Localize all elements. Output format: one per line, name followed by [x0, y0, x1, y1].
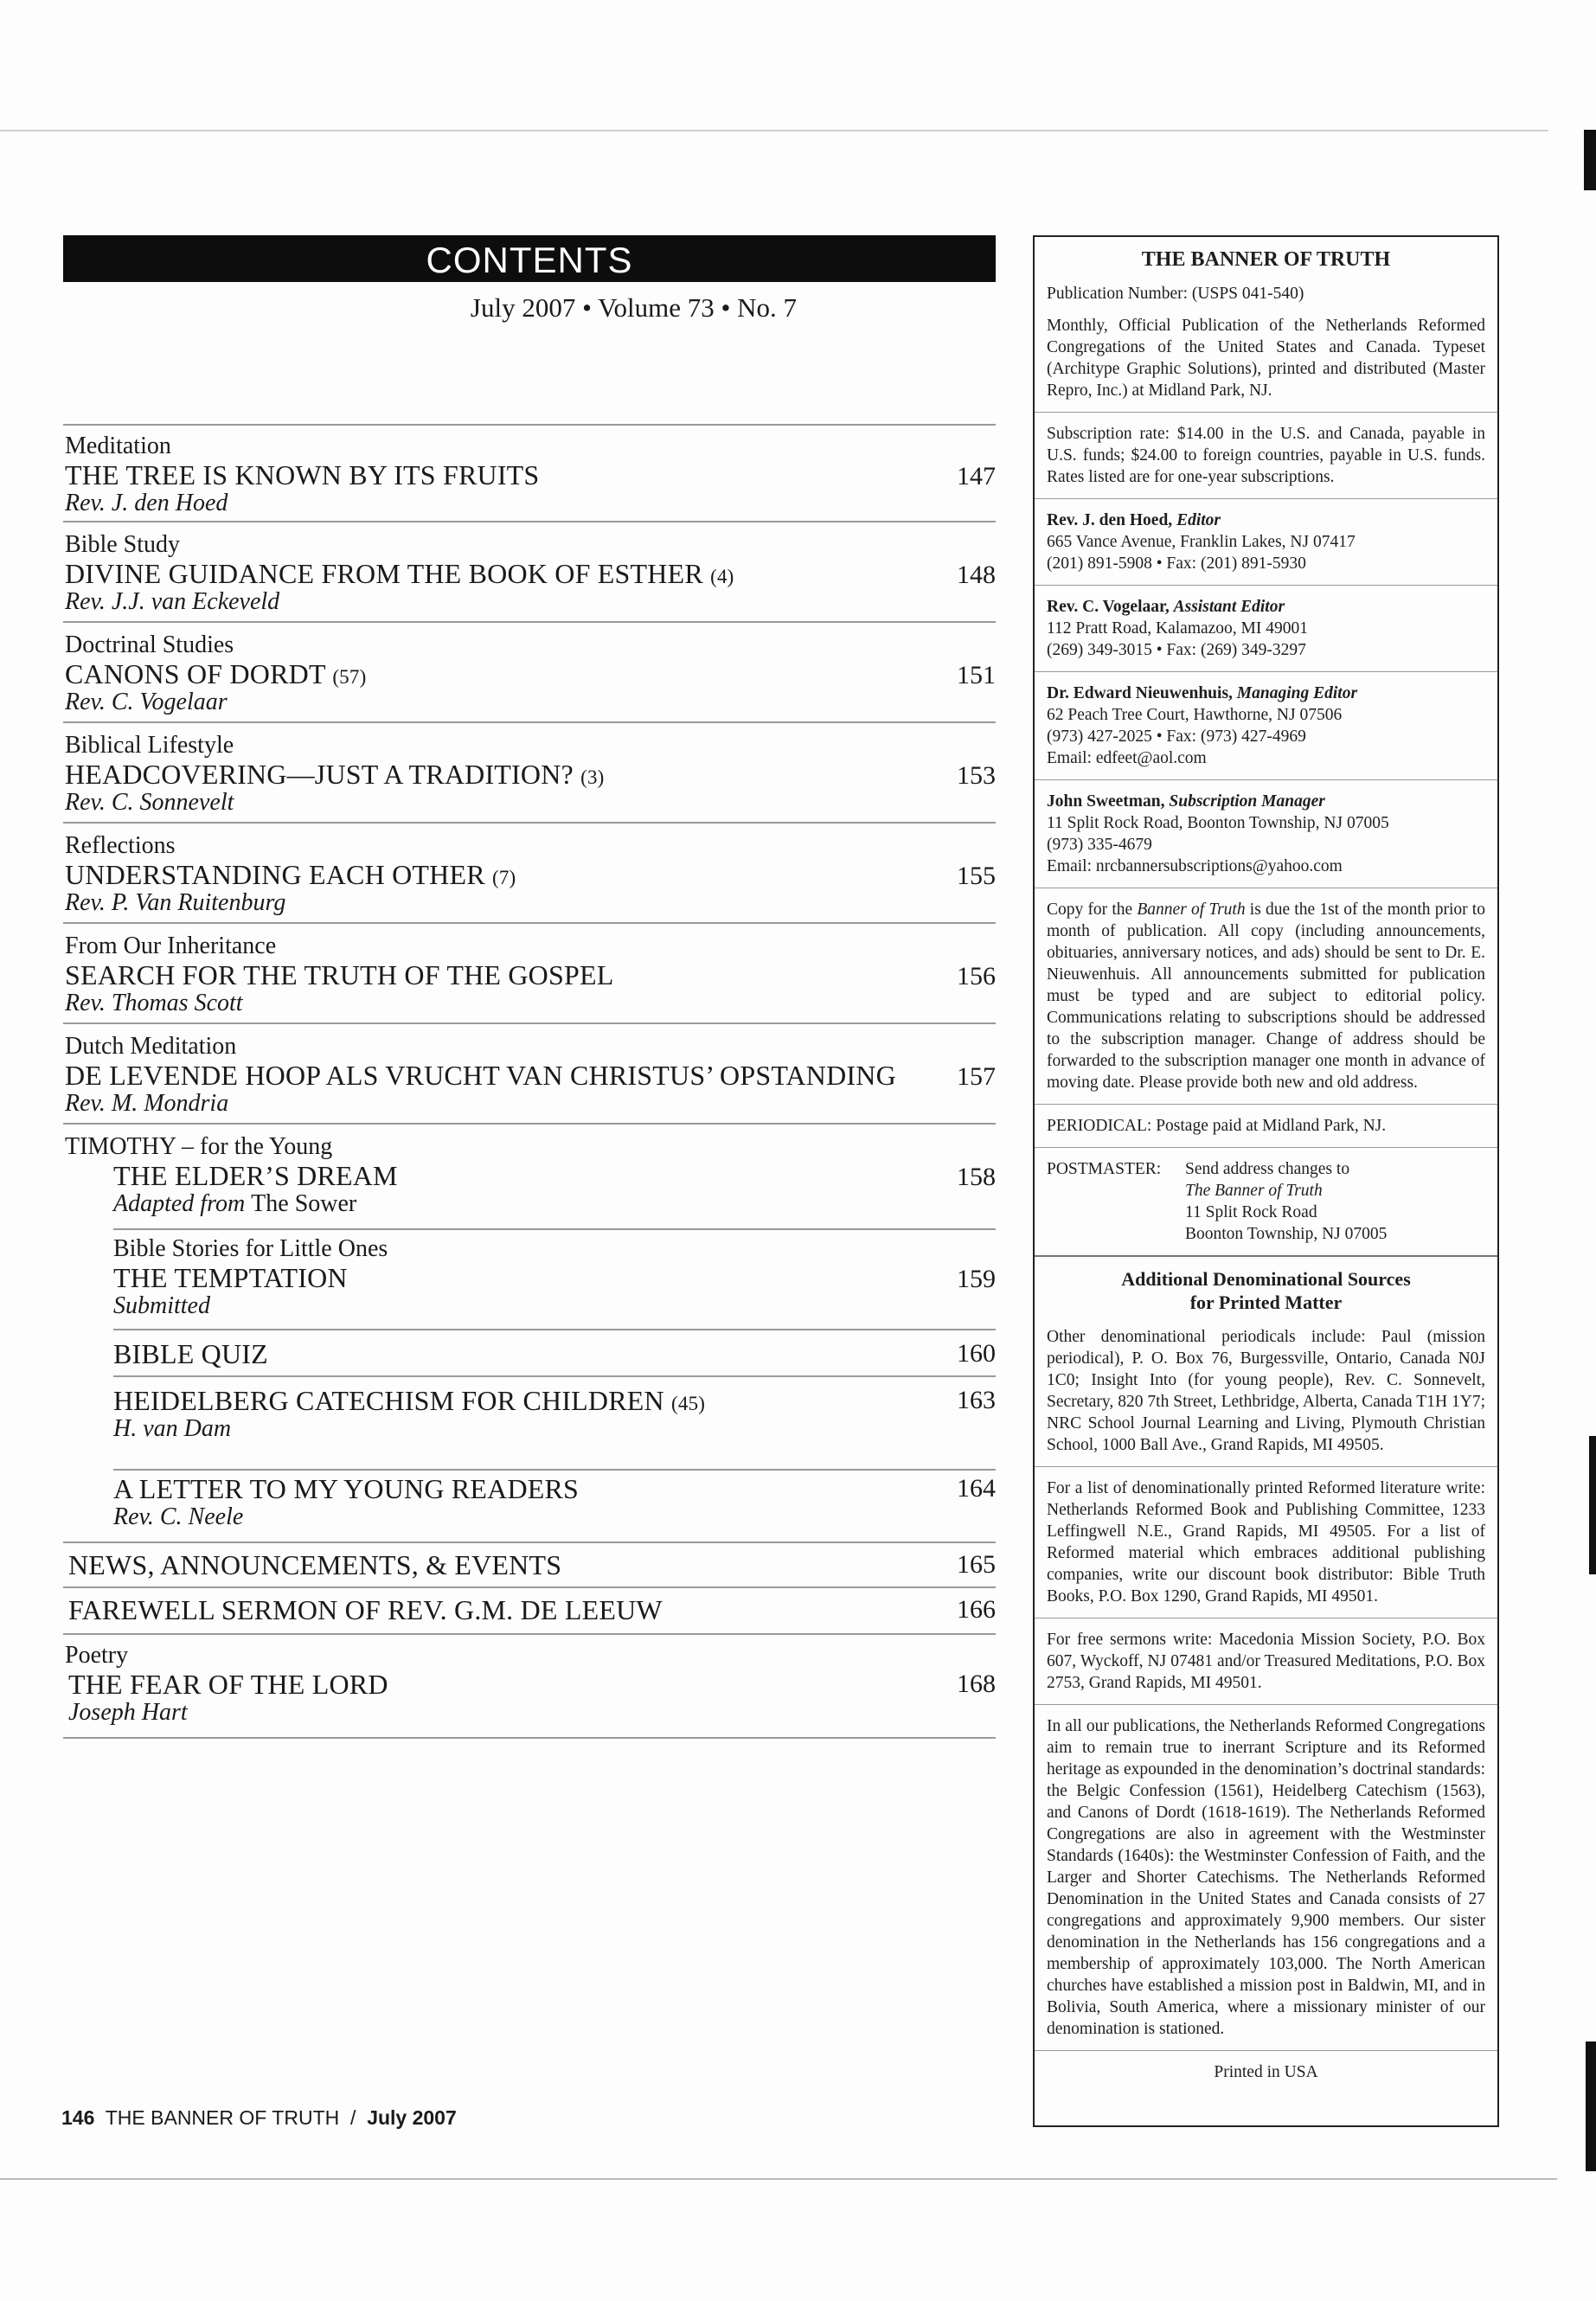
staff-subscription-manager: John Sweetman, Subscription Manager 11 Split Rock Road, Boonton Township, NJ 07005 (973) 335-4679 Email: nrcbannersubscriptions@yahoo.com [1047, 791, 1485, 877]
entry-title: UNDERSTANDING EACH OTHER (7) [65, 859, 516, 890]
entry-title: HEIDELBERG CATECHISM FOR CHILDREN (45) [113, 1385, 706, 1416]
entry-page: 163 [957, 1386, 996, 1414]
publication-number: Publication Number: (USPS 041-540) [1047, 285, 1304, 303]
divider [1035, 779, 1497, 780]
entry-title: FAREWELL SERMON OF REV. G.M. DE LEEUW [68, 1594, 663, 1625]
scan-bottom-line [0, 2178, 1557, 2180]
timothy-entry[interactable] [63, 1125, 996, 1228]
entry-author: H. van Dam [113, 1415, 232, 1442]
sermons-info: For free sermons write: Macedonia Mission Society, P.O. Box 607, Wyckoff, NJ 07481 and/or Treasured Meditations, P.O. Box 2753, Grand Rapids, MI 49501. [1047, 1631, 1485, 1692]
entry-title: SEARCH FOR THE TRUTH OF THE GOSPEL [65, 959, 614, 990]
literature-info: For a list of denominationally printed Reformed literature write: Netherlands Reformed Book and Publishing Committee, 1233 Leffingwell N.E., Grand Rapids, MI 49505. For a list of Reformed material which embraces additional publishing companies, write our discount book distributor: Bible Truth Books, P.O. Box 1290, Grand Rapids, MI 49501. [1047, 1479, 1485, 1606]
divider [1035, 1466, 1497, 1467]
entry-author: Rev. C. Vogelaar [65, 689, 228, 715]
entry-title: THE TREE IS KNOWN BY ITS FRUITS [65, 459, 540, 490]
footer-separator: / [350, 2106, 356, 2129]
contents-entry[interactable] [63, 924, 996, 1024]
email-link[interactable]: Email: nrcbannersubscriptions@yahoo.com [1047, 857, 1343, 875]
entry-category: From Our Inheritance [65, 933, 277, 959]
page-footer [61, 2106, 457, 2130]
entry-category: Reflections [65, 832, 176, 859]
subscription-rate: Subscription rate: $14.00 in the U.S. and Canada, payable in U.S. funds; $24.00 to foreign countries, payable in U.S. funds. Rates listed are for one-year subscriptions. [1047, 425, 1485, 486]
entry-author: Rev. J. den Hoed [65, 490, 228, 516]
contents-entry[interactable] [63, 723, 996, 824]
publication-description: Monthly, Official Publication of the Netherlands Reformed Congregations of the United States and Canada. Typeset (Architype Graphic Solutions), printed and distributed (Master Repro, Inc.) at Midland Park, NJ. [1047, 317, 1485, 400]
contents-list [63, 424, 996, 1739]
periodical-postage: PERIODICAL: Postage paid at Midland Park, NJ. [1047, 1117, 1387, 1135]
contents-title: CONTENTS [63, 235, 996, 282]
printed-in: Printed in USA [1214, 2063, 1318, 2081]
postmaster-notice: POSTMASTER: Send address changes to The Banner of Truth 11 Split Rock Road Boonton Township, NJ 07005 [1047, 1160, 1388, 1243]
divider [1035, 412, 1497, 413]
staff-managing-editor: Dr. Edward Nieuwenhuis, Managing Editor 62 Peach Tree Court, Hawthorne, NJ 07506 (973) 427-2025 • Fax: (973) 427-4969 Email: edfeet@aol.com [1047, 683, 1485, 769]
timothy-category: TIMOTHY – for the Young [65, 1133, 333, 1160]
entry-author: Submitted [113, 1292, 210, 1319]
entry-author: Joseph Hart [68, 1699, 188, 1726]
entry-title: DE LEVENDE HOOP ALS VRUCHT VAN CHRISTUS’ OPSTANDING [65, 1060, 896, 1091]
entry-author: Rev. M. Mondria [65, 1090, 229, 1117]
scan-edge [1586, 2041, 1596, 2171]
scan-top-line [0, 130, 1548, 131]
entry-category: Poetry [65, 1642, 129, 1669]
entry-page: 165 [957, 1550, 996, 1579]
divider [1035, 671, 1497, 672]
contents-entry[interactable] [63, 1024, 996, 1125]
entry-page: 147 [957, 462, 996, 490]
divider [1035, 1147, 1497, 1148]
entry-author: Adapted from The Sower [113, 1190, 357, 1217]
entry-title: NEWS, ANNOUNCEMENTS, & EVENTS [68, 1549, 562, 1580]
scan-edge [1589, 1436, 1596, 1574]
divider [1035, 1104, 1497, 1105]
entry-author: Rev. P. Van Ruitenburg [65, 889, 286, 916]
other-periodicals: Other denominational periodicals include: Paul (mission periodical), P. O. Box 76, Burgessville, Ontario, Canada N0J 1C0; Insight Into (for young people), Rev. C. Sonnevelt, Secretary, 820 7th Street, Lethbridge, Alberta, Canada T1H 1Y7; NRC School Journal Learning and Living, Plymouth Christian School, 1000 Ball Ave., Grand Rapids, MI 49505. [1047, 1328, 1485, 1454]
timothy-entry[interactable] [63, 1377, 996, 1469]
additional-sources-heading: Additional Denominational Sources for Printed Matter [1121, 1268, 1411, 1313]
contents-entry[interactable] [63, 1543, 996, 1588]
issue-line: July 2007 • Volume 73 • No. 7 [470, 292, 797, 323]
entry-title: THE TEMPTATION [113, 1262, 348, 1293]
divider [1035, 585, 1497, 586]
entry-page: 153 [957, 761, 996, 790]
scan-edge [1584, 130, 1596, 190]
entry-page: 155 [957, 862, 996, 890]
entry-title: THE ELDER’S DREAM [113, 1160, 398, 1191]
contents-entry[interactable] [63, 522, 996, 623]
entry-page: 166 [957, 1595, 996, 1624]
entry-title: HEADCOVERING—JUST A TRADITION? (3) [65, 759, 605, 790]
entry-title: CANONS OF DORDT (57) [65, 658, 367, 689]
entry-category: Bible Stories for Little Ones [113, 1235, 388, 1262]
entry-page: 168 [957, 1670, 996, 1698]
entry-category: Biblical Lifestyle [65, 732, 234, 759]
contents-column [63, 235, 996, 1726]
entry-title: THE FEAR OF THE LORD [68, 1669, 388, 1700]
entry-title: BIBLE QUIZ [113, 1338, 268, 1369]
entry-author: Rev. C. Sonnevelt [65, 789, 234, 816]
entry-author: Rev. Thomas Scott [65, 990, 243, 1016]
entry-page: 160 [957, 1339, 996, 1368]
contents-entry[interactable] [63, 1588, 996, 1635]
entry-page: 159 [957, 1265, 996, 1293]
entry-category: Dutch Meditation [65, 1033, 237, 1060]
entry-category: Bible Study [65, 531, 181, 558]
divider [1035, 1255, 1497, 1257]
entry-title: A LETTER TO MY YOUNG READERS [113, 1473, 580, 1504]
timothy-entry[interactable] [63, 1330, 996, 1375]
divider [1035, 498, 1497, 499]
footer-date: July 2007 [367, 2106, 457, 2129]
divider [1035, 1704, 1497, 1705]
timothy-entry[interactable] [63, 1230, 996, 1329]
timothy-entry[interactable] [63, 1471, 996, 1543]
entry-page: 157 [957, 1062, 996, 1091]
staff-assistant-editor: Rev. C. Vogelaar, Assistant Editor 112 Pratt Road, Kalamazoo, MI 49001 (269) 349-3015 • Fax: (269) 349-3297 [1047, 598, 1309, 659]
entry-author: Rev. C. Neele [113, 1503, 244, 1530]
footer-page-number: 146 [61, 2106, 95, 2129]
entry-page: 164 [957, 1474, 996, 1503]
entry-page: 156 [957, 962, 996, 990]
masthead-title: THE BANNER OF TRUTH [1141, 248, 1391, 271]
entry-category: Meditation [65, 433, 171, 459]
footer-publication: THE BANNER OF TRUTH [105, 2106, 340, 2129]
contents-entry[interactable] [63, 426, 996, 522]
entry-title: DIVINE GUIDANCE FROM THE BOOK OF ESTHER (4) [65, 558, 734, 589]
entry-page: 151 [957, 661, 996, 689]
doctrinal-statement: In all our publications, the Netherlands Reformed Congregations aim to remain true to inerrant Scripture and its Reformed heritage as expounded in the denomination’s doctrinal standards: the Belgic Confession (1561), Heidelberg Catechism (1563), and Canons of Dordt (1618-1619). The Netherlands Reformed Congregations are also in agreement with the Westminster Standards (1640s): the Westminster Confession of Faith, and the Larger and Shorter Catechisms. The Netherlands Reformed Denomination in the United States and Canada consists of 27 congregations and approximately 9,900 members. Our sister denomination in the Netherlands has 156 congregations and a membership of approximately 103,000. The North American churches have established a mission post in Baldwin, MI, and in Bolivia, South America, where a missionary minister of our denomination is stationed. [1047, 1717, 1485, 2038]
contents-entry[interactable] [63, 824, 996, 924]
contents-entry[interactable] [63, 623, 996, 723]
entry-page: 158 [957, 1163, 996, 1191]
entry-author: Rev. J.J. van Eckeveld [65, 588, 280, 615]
entry-category: Doctrinal Studies [65, 631, 234, 658]
divider [1035, 2050, 1497, 2051]
contents-entry[interactable] [63, 1635, 996, 1739]
email-link[interactable]: Email: edfeet@aol.com [1047, 749, 1207, 767]
entry-page: 148 [957, 561, 996, 589]
staff-editor: Rev. J. den Hoed, Editor 665 Vance Avenue, Franklin Lakes, NJ 07417 (201) 891-5908 • Fax: (201) 891-5930 [1047, 511, 1356, 573]
masthead-box [1033, 235, 1499, 2127]
copy-policy: Copy for the Banner of Truth is due the 1st of the month prior to month of publication. All copy (including announcements, obituaries, anniversary notices, and ads) should be sent to Dr. E. Nieuwenhuis. All announcements submitted for publication must be typed and are subject to editorial policy. Communications relating to subscriptions should be addressed to the subscription manager. Change of address should be forwarded to the subscription manager one month in advance of moving date. Please provide both new and old address. [1047, 901, 1485, 1092]
